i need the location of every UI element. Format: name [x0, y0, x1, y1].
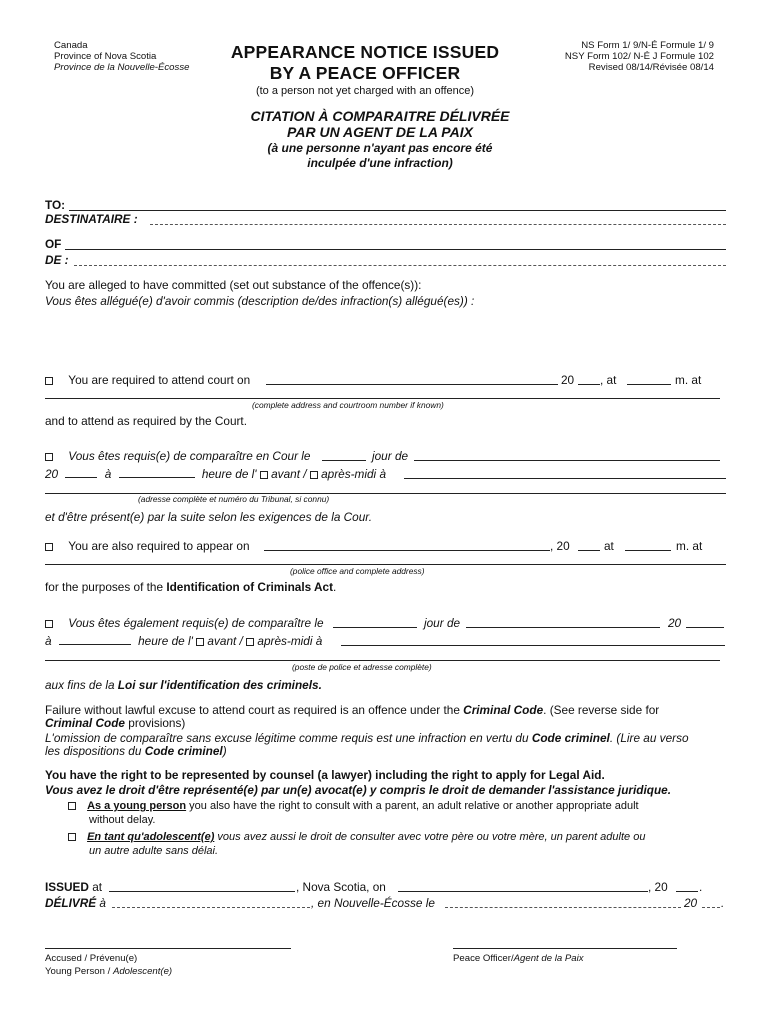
court-en-checkbox[interactable] [45, 377, 53, 385]
fr-title-line1: CITATION À COMPARAITRE DÉLIVRÉE [250, 108, 510, 124]
court-fr-checkbox[interactable] [45, 453, 53, 461]
page-subtitle: (to a person not yet charged with an offence) [255, 85, 475, 97]
issued-ns-label: , Nova Scotia, on [296, 880, 386, 894]
accused-signature-label [45, 953, 172, 977]
court-m-at-label: m. at [675, 373, 702, 387]
police-en-checkbox[interactable] [45, 543, 53, 551]
delivre-row [45, 896, 106, 910]
de-field[interactable] [74, 265, 726, 266]
young-person-fr-checkbox[interactable] [68, 833, 76, 841]
delivre-label: DÉLIVRÉ [45, 896, 97, 910]
title-block [200, 42, 530, 97]
page-title-line2: BY A PEACE OFFICER [269, 63, 461, 83]
court-year-label: 20 [561, 373, 575, 387]
label-destinataire: DESTINATAIRE : [45, 212, 138, 226]
label-to: TO: [45, 198, 66, 212]
police-fr-address-caption: (poste de police et adresse complète) [292, 662, 432, 672]
destinataire-field[interactable] [150, 224, 726, 225]
police-at-label: at [604, 539, 614, 553]
police-address-caption: (police office and complete address) [290, 566, 425, 576]
court-fr-label: Vous êtes requis(e) de comparaître en Cour le [68, 449, 311, 463]
court-fr-avant-label: avant / [271, 467, 307, 481]
of-field[interactable] [65, 249, 726, 250]
young-person-en [68, 800, 639, 812]
label-of: OF [45, 237, 62, 251]
failure-fr-dispositions: les dispositions du [45, 744, 142, 758]
police-year-field[interactable] [578, 550, 600, 551]
issued-at-label: at [92, 880, 103, 894]
failure-fr-text: L'omission de comparaître sans excuse légitime comme requis est une infraction en vertu du [45, 731, 529, 745]
young-person-fr-line2: un autre adulte sans délai. [89, 845, 219, 857]
police-fr-label: Vous êtes également requis(e) de comparaître le [68, 616, 324, 630]
failure-en-text: Failure without lawful excuse to attend court as required is an offence under the [45, 703, 460, 717]
court-fr-jour-label: jour de [372, 449, 409, 463]
court-en-label: You are required to attend court on [68, 373, 251, 387]
police-fr-year-field[interactable] [686, 627, 724, 628]
court-fr-place-field[interactable] [404, 478, 726, 479]
identification-act-en: Identification of Criminals Act [166, 580, 334, 594]
issued-en-row [45, 880, 102, 894]
court-fr-year-field[interactable] [65, 477, 97, 478]
court-fr-month-field[interactable] [414, 460, 720, 461]
court-address-field[interactable] [45, 398, 720, 399]
delivre-ne-label: , en Nouvelle-Écosse le [311, 896, 435, 910]
court-fr-a-label: à [104, 467, 112, 481]
court-fr-hour-field[interactable] [119, 477, 195, 478]
police-time-field[interactable] [625, 550, 671, 551]
police-fr-address-field[interactable] [45, 660, 720, 661]
police-purpose-en [45, 580, 336, 594]
court-fr-apres-label: après-midi à [321, 467, 386, 481]
failure-fr-close: ) [222, 744, 227, 758]
issued-year-label: , 20 [648, 880, 668, 894]
police-purpose-label: for the purposes of the [45, 580, 164, 594]
failure-fr-reverse: . (Lire au verso [609, 731, 689, 745]
court-row-en [45, 373, 250, 387]
young-person-fr-text: vous avez aussi le droit de consulter avec votre père ou votre mère, un parent adulte ou [217, 831, 646, 843]
court-fr-heure-label: heure de l' [201, 467, 257, 481]
delivre-end: . [721, 896, 725, 910]
header-right [565, 40, 714, 73]
young-person-label: Young Person / [45, 966, 111, 977]
young-person-en-head: As a young person [87, 800, 187, 812]
delivre-date-field[interactable] [445, 907, 681, 908]
agent-label: Agent de la Paix [513, 953, 584, 964]
police-fr-jour-label: jour de [424, 616, 461, 630]
adolescent-label: Adolescent(e) [112, 966, 173, 977]
issued-date-field[interactable] [398, 891, 648, 892]
court-time-field[interactable] [627, 384, 671, 385]
rights-fr: Vous avez le droit d'être représenté(e) par un(e) avocat(e) y compris le droit de demander l'assistance juridique. [45, 783, 672, 797]
young-person-fr-head: En tant qu'adolescent(e) [87, 831, 215, 843]
criminal-code-en: Criminal Code [463, 703, 544, 717]
court-year-field[interactable] [578, 384, 600, 385]
failure-en-line1 [45, 703, 659, 717]
court-attend-text: and to attend as required by the Court. [45, 414, 247, 428]
issued-end: . [699, 880, 703, 894]
french-title-block [180, 108, 580, 171]
delivre-year-label: 20 [684, 896, 698, 910]
court-fr-am-checkbox[interactable] [260, 471, 268, 479]
court-fr-day-field[interactable] [322, 460, 366, 461]
police-fr-apres-label: après-midi à [257, 634, 323, 648]
court-fr-year-label: 20 [45, 467, 59, 481]
fr-sub-line2: inculpée d'une infraction) [307, 156, 453, 170]
delivre-place-field[interactable] [112, 907, 310, 908]
police-address-field[interactable] [45, 564, 726, 565]
police-fr-pm-checkbox[interactable] [246, 638, 254, 646]
offence-description-area[interactable] [45, 310, 726, 362]
code-criminel-fr-2: Code criminel [144, 744, 223, 758]
failure-en-line2 [45, 716, 185, 730]
criminal-code-en-2: Criminal Code [45, 716, 125, 730]
delivre-a-label: à [99, 896, 106, 910]
form-number-nsy: NSY Form 102/ N-É J Formule 102 [564, 51, 714, 62]
header-country: Canada [54, 40, 88, 51]
court-fr-attend-text: et d'être présent(e) par la suite selon les exigences de la Cour. [45, 510, 373, 524]
court-fr-row2 [45, 467, 386, 481]
issued-label: ISSUED [45, 880, 89, 894]
police-fr-place-field[interactable] [341, 645, 725, 646]
issued-year-field[interactable] [676, 891, 698, 892]
court-fr-pm-checkbox[interactable] [310, 471, 318, 479]
officer-signature-line[interactable] [453, 948, 677, 949]
header-province-en: Province of Nova Scotia [54, 51, 157, 62]
police-purpose-fr [45, 678, 322, 692]
police-fr-purpose-label: aux fins de la [45, 678, 115, 692]
form-number-ns: NS Form 1/ 9/N-É Formule 1/ 9 [581, 40, 714, 51]
police-purpose-period: . [333, 580, 337, 594]
court-address-caption: (complete address and courtroom number if known) [252, 400, 444, 410]
fr-title-line2: PAR UN AGENT DE LA PAIX [287, 124, 473, 140]
police-fr-month-field[interactable] [466, 627, 660, 628]
header-province-fr: Province de la Nouvelle-Écosse [54, 62, 190, 73]
young-person-en-line2: without delay. [89, 814, 156, 826]
police-fr-row2 [45, 634, 322, 648]
accused-signature-line[interactable] [45, 948, 291, 949]
identification-act-fr: Loi sur l'identification des criminels. [117, 678, 322, 692]
failure-en-provisions: provisions) [128, 716, 186, 730]
offence-label-en: You are alleged to have committed (set out substance of the offence(s)): [45, 278, 422, 292]
police-fr-hour-field[interactable] [59, 644, 131, 645]
police-fr-year-label: 20 [668, 616, 682, 630]
accused-label: Accused / Prévenu(e) [45, 953, 138, 964]
police-fr-avant-label: avant / [207, 634, 243, 648]
page-title-line1: APPEARANCE NOTICE ISSUED [230, 42, 500, 62]
delivre-year-field[interactable] [702, 907, 720, 908]
failure-fr-line2 [45, 744, 227, 758]
police-date-field[interactable] [264, 550, 550, 551]
rights-en: You have the right to be represented by counsel (a lawyer) including the right to apply for Legal Aid. [45, 768, 605, 782]
court-row-fr [45, 449, 310, 463]
police-row-fr [45, 616, 324, 630]
police-fr-a-label: à [45, 634, 52, 648]
police-fr-day-field[interactable] [333, 627, 417, 628]
to-field[interactable] [69, 210, 726, 211]
officer-label: Peace Officer/ [453, 953, 514, 964]
court-fr-address-caption: (adresse complète et numéro du Tribunal, si connu) [138, 494, 330, 504]
label-de: DE : [45, 253, 69, 267]
police-fr-am-checkbox[interactable] [196, 638, 204, 646]
form-revision: Revised 08/14/Révisée 08/14 [588, 62, 714, 73]
police-year-label: , 20 [550, 539, 570, 553]
police-fr-heure-label: heure de l' [138, 634, 193, 648]
issued-place-field[interactable] [109, 891, 295, 892]
court-date-field[interactable] [266, 384, 558, 385]
young-person-en-checkbox[interactable] [68, 802, 76, 810]
police-en-label: You are also required to appear on [68, 539, 250, 553]
young-person-fr [68, 831, 645, 843]
offence-label-fr: Vous êtes allégué(e) d'avoir commis (description de/des infraction(s) allégué(es)) : [45, 294, 475, 308]
code-criminel-fr: Code criminel [531, 731, 610, 745]
failure-fr-line1 [45, 731, 689, 745]
young-person-en-text: you also have the right to consult with a parent, an adult relative or another appropriate adult [189, 800, 639, 812]
police-fr-checkbox[interactable] [45, 620, 53, 628]
officer-signature-label [453, 953, 584, 964]
police-row-en [45, 539, 250, 553]
header-left [54, 40, 189, 73]
fr-sub-line1: (à une personne n'ayant pas encore été [267, 141, 493, 155]
court-at-label: , at [600, 373, 617, 387]
failure-en-reverse: . (See reverse side for [543, 703, 660, 717]
police-m-at-label: m. at [676, 539, 703, 553]
